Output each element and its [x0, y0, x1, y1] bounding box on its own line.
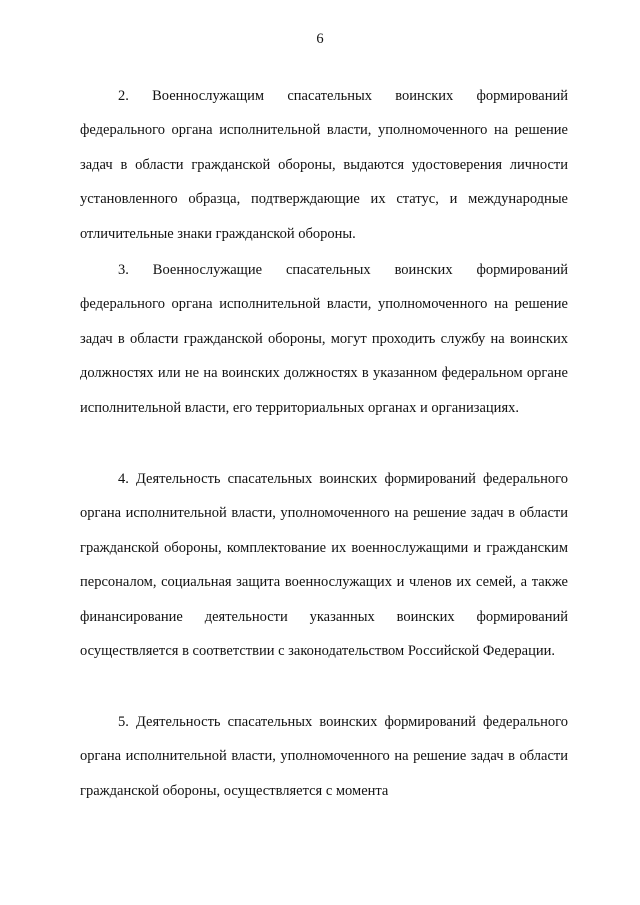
paragraph-3: 3. Военнослужащие спасательных воинских формирований федерального органа исполнительной власти, уполномоченного на решение задач в области гражданской обороны, могут проходить службу на воинских должностях или не на воинских должностях в указанном федеральном органе исполнительной власти, его территориальных органах и организациях. — [80, 261, 568, 416]
page-number: 6 — [316, 31, 324, 47]
paragraph-4: 4. Деятельность спасательных воинских формирований федерального органа исполнительной власти, уполномоченного на решение задач в области гражданской обороны, комплектование их военнослужащими и гражданским персоналом, социальная защита военнослужащих и членов их семей, а также финансирование деятельности указанных воинских формирований осуществляется в соответствии с законодательством Российской Федерации. — [80, 470, 568, 660]
paragraph-5: 5. Деятельность спасательных воинских формирований федерального органа исполнительной власти, уполномоченного на решение задач в области гражданской обороны, осуществляется с момента — [80, 713, 568, 799]
paragraph-2: 2. Военнослужащим спасательных воинских формирований федерального органа исполнительной власти, уполномоченного на решение задач в области гражданской обороны, выдаются удостоверения личности установленного образца, подтверждающие их статус, и международные отличительные знаки гражданской обороны. — [80, 87, 568, 242]
